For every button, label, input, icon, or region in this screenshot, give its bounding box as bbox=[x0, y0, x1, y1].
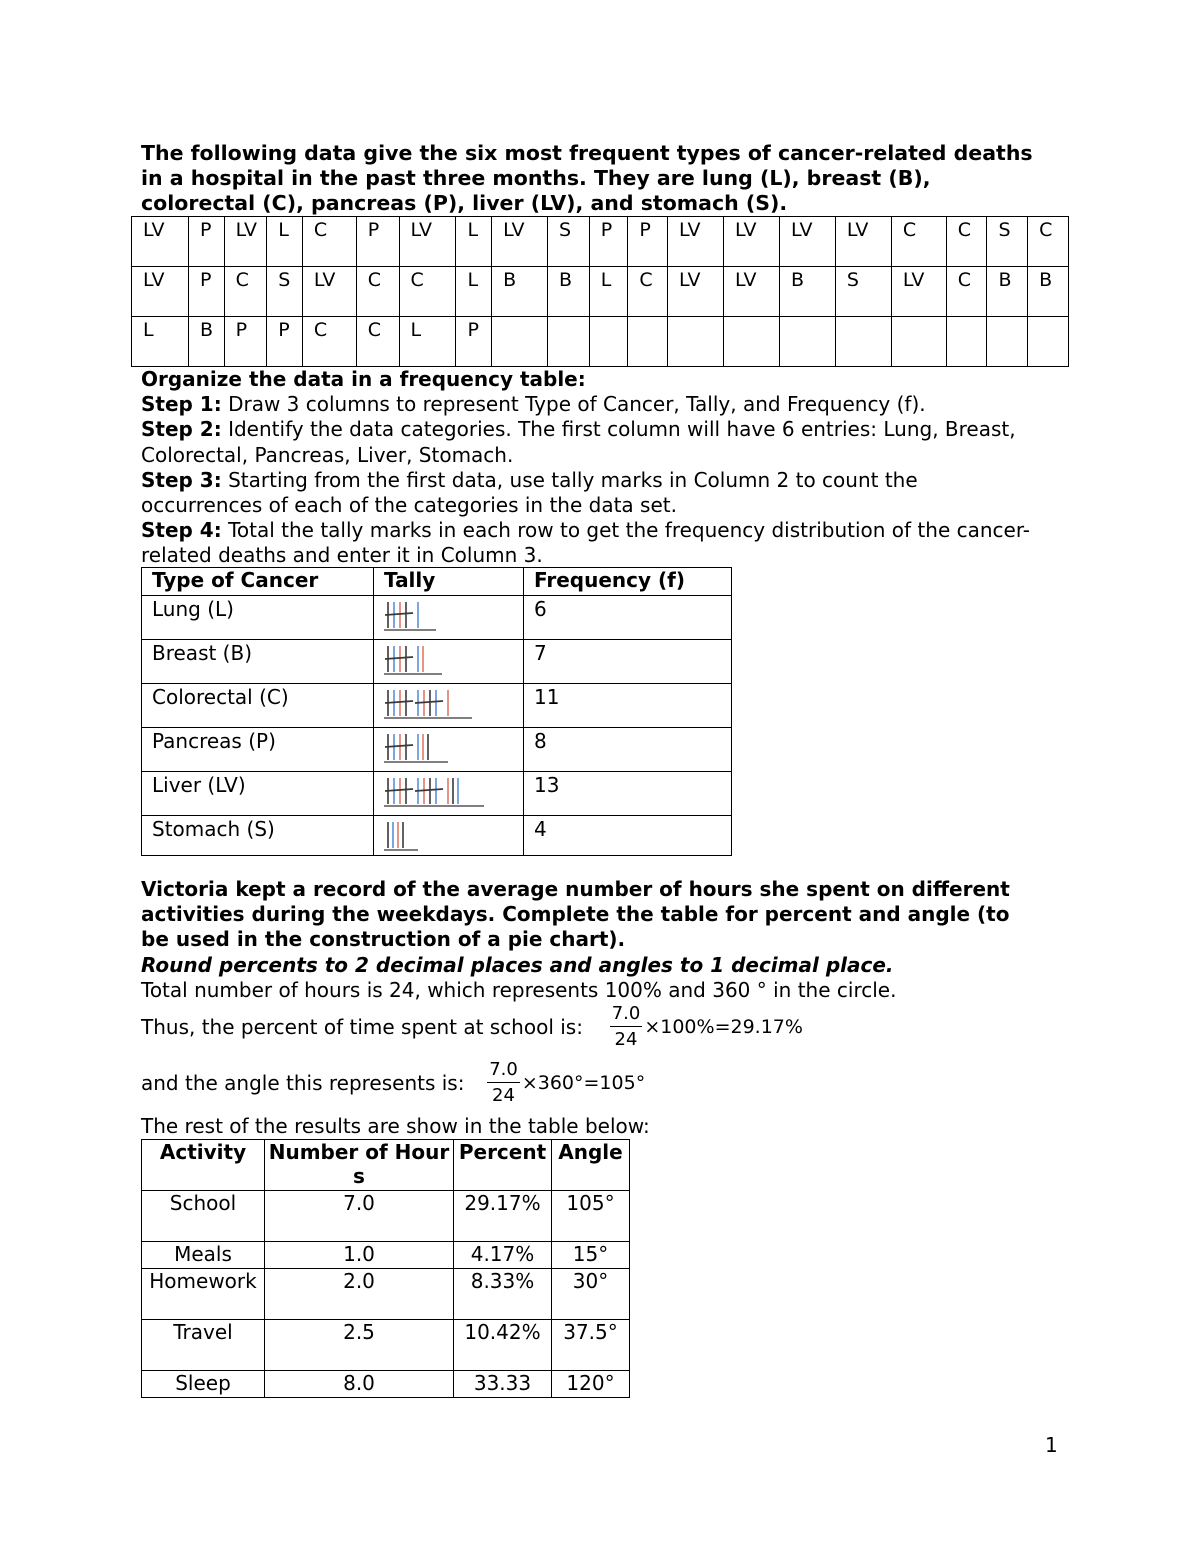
data-cell: LV bbox=[891, 267, 946, 317]
data-cell: L bbox=[399, 317, 456, 367]
activity-percent-cell: 33.33 bbox=[454, 1371, 552, 1398]
data-cell: LV bbox=[132, 217, 189, 267]
data-cell bbox=[835, 317, 891, 367]
data-cell: L bbox=[267, 217, 303, 267]
data-cell: LV bbox=[224, 217, 267, 267]
frequency-cell: 13 bbox=[524, 772, 732, 816]
frequency-table bbox=[141, 567, 732, 856]
data-cell: P bbox=[628, 217, 668, 267]
activity-hours-cell: 2.0 bbox=[265, 1269, 454, 1320]
data-cell: C bbox=[946, 217, 987, 267]
data-cell: S bbox=[548, 217, 590, 267]
frequency-table-header bbox=[142, 568, 732, 596]
percent-numerator: 7.0 bbox=[610, 1004, 643, 1027]
header-tally: Tally bbox=[374, 568, 524, 596]
angle-intro: and the angle this represents is: bbox=[141, 1071, 465, 1095]
frequency-row bbox=[142, 596, 732, 640]
frequency-row bbox=[142, 684, 732, 728]
activity-activity-cell: Homework bbox=[142, 1269, 265, 1320]
activity-hours-cell: 2.5 bbox=[265, 1320, 454, 1371]
data-cell: P bbox=[456, 317, 492, 367]
activity-activity-cell: Sleep bbox=[142, 1371, 265, 1398]
step-2-text: Identify the data categories. The first column will have 6 entries: Lung, Breast, Colorectal, Pancreas, Liver, Stomach. bbox=[141, 417, 1016, 467]
tally-marks-icon bbox=[384, 820, 418, 852]
instructions-block bbox=[141, 367, 1041, 569]
tally-strike bbox=[385, 613, 413, 615]
section2-heading: Victoria kept a record of the average number of hours she spent on different activities during the weekdays. Complete the table for percent and angle (to be used in the construction of a pie chart). bbox=[141, 877, 1010, 952]
activity-hours-cell: 7.0 bbox=[265, 1191, 454, 1242]
frequency-row bbox=[142, 816, 732, 856]
percent-equation bbox=[141, 1004, 803, 1050]
data-cell: L bbox=[456, 267, 492, 317]
activity-table bbox=[141, 1139, 630, 1398]
data-cell bbox=[724, 317, 780, 367]
header-hours: Number of Hours bbox=[265, 1140, 454, 1191]
activity-hours-cell: 8.0 bbox=[265, 1371, 454, 1398]
tally-marks-icon bbox=[384, 732, 448, 764]
activity-table-header bbox=[142, 1140, 630, 1191]
step-4 bbox=[141, 518, 1041, 568]
cancer-type-cell: Stomach (S) bbox=[142, 816, 374, 856]
tally-marks-icon bbox=[384, 776, 484, 808]
step-4-label: Step 4: bbox=[141, 518, 222, 543]
tally-cell bbox=[374, 640, 524, 684]
data-cell bbox=[891, 317, 946, 367]
tally-cell bbox=[374, 684, 524, 728]
data-cell: L bbox=[456, 217, 492, 267]
frequency-cell: 7 bbox=[524, 640, 732, 684]
data-cell bbox=[589, 317, 628, 367]
data-cell: B bbox=[188, 317, 224, 367]
raw-data-table bbox=[131, 216, 1069, 367]
frequency-row bbox=[142, 728, 732, 772]
cancer-type-cell: Colorectal (C) bbox=[142, 684, 374, 728]
header-percent: Percent bbox=[454, 1140, 552, 1191]
percent-result: ×100%=29.17% bbox=[644, 1016, 803, 1038]
data-cell: LV bbox=[835, 217, 891, 267]
data-cell: LV bbox=[668, 267, 724, 317]
activity-hours-cell: 1.0 bbox=[265, 1242, 454, 1269]
data-cell: L bbox=[132, 317, 189, 367]
activity-angle-cell: 37.5° bbox=[552, 1320, 630, 1371]
header-activity: Activity bbox=[142, 1140, 265, 1191]
data-cell: C bbox=[302, 317, 356, 367]
data-cell: P bbox=[224, 317, 267, 367]
data-cell: LV bbox=[779, 217, 835, 267]
data-cell bbox=[946, 317, 987, 367]
frequency-cell: 11 bbox=[524, 684, 732, 728]
data-cell: LV bbox=[399, 217, 456, 267]
percent-intro: Thus, the percent of time spent at school is: bbox=[141, 1015, 583, 1039]
data-cell: LV bbox=[668, 217, 724, 267]
frequency-cell: 4 bbox=[524, 816, 732, 856]
angle-denominator: 24 bbox=[492, 1085, 515, 1106]
tally-cell bbox=[374, 728, 524, 772]
activity-percent-cell: 29.17% bbox=[454, 1191, 552, 1242]
tally-cell bbox=[374, 816, 524, 856]
activity-activity-cell: Travel bbox=[142, 1320, 265, 1371]
activity-percent-cell: 10.42% bbox=[454, 1320, 552, 1371]
activity-percent-cell: 4.17% bbox=[454, 1242, 552, 1269]
data-cell: B bbox=[779, 267, 835, 317]
data-cell: LV bbox=[724, 217, 780, 267]
activity-angle-cell: 15° bbox=[552, 1242, 630, 1269]
data-cell: C bbox=[628, 267, 668, 317]
data-cell: LV bbox=[724, 267, 780, 317]
data-cell bbox=[492, 317, 548, 367]
step-3 bbox=[141, 468, 1041, 518]
data-cell: C bbox=[1028, 217, 1069, 267]
intro-paragraph: The following data give the six most frequent types of cancer-related deaths in a hospital in the past three months. They are lung (L), breast (B), colorectal (C), pancreas (P), liver (LV), and stomach (S). bbox=[141, 141, 1033, 215]
data-cell: P bbox=[589, 217, 628, 267]
frequency-cell: 6 bbox=[524, 596, 732, 640]
step-4-text: Total the tally marks in each row to get the frequency distribution of the cancer-related deaths and enter it in Column 3. bbox=[141, 518, 1030, 568]
data-cell bbox=[1028, 317, 1069, 367]
activity-row bbox=[142, 1269, 630, 1320]
step-3-text: Starting from the first data, use tally marks in Column 2 to count the occurrences of each of the categories in the data set. bbox=[141, 467, 918, 518]
data-cell: P bbox=[356, 217, 399, 267]
tally-strike bbox=[415, 789, 443, 791]
frequency-row bbox=[142, 640, 732, 684]
cancer-type-cell: Breast (B) bbox=[142, 640, 374, 684]
data-cell: C bbox=[399, 267, 456, 317]
angle-equation bbox=[141, 1060, 645, 1106]
data-cell: B bbox=[492, 267, 548, 317]
activity-angle-cell: 30° bbox=[552, 1269, 630, 1320]
page-number: 1 bbox=[1045, 1433, 1058, 1457]
activity-row bbox=[142, 1242, 630, 1269]
step-1-text: Draw 3 columns to represent Type of Cancer, Tally, and Frequency (f). bbox=[221, 392, 926, 417]
data-cell bbox=[987, 317, 1028, 367]
data-cell: B bbox=[548, 267, 590, 317]
activity-row bbox=[142, 1191, 630, 1242]
header-frequency: Frequency (f) bbox=[524, 568, 732, 596]
activity-activity-cell: Meals bbox=[142, 1242, 265, 1269]
total-hours-line: Total number of hours is 24, which represents 100% and 360 ° in the circle. bbox=[141, 977, 897, 1002]
data-cell: S bbox=[835, 267, 891, 317]
step-1 bbox=[141, 392, 1041, 417]
data-cell bbox=[628, 317, 668, 367]
data-cell: S bbox=[267, 267, 303, 317]
data-row bbox=[132, 267, 1069, 317]
activity-row bbox=[142, 1371, 630, 1398]
data-cell: P bbox=[188, 267, 224, 317]
tally-marks-icon bbox=[384, 644, 442, 676]
percent-fraction bbox=[610, 1004, 643, 1050]
activity-activity-cell: School bbox=[142, 1191, 265, 1242]
step-1-label: Step 1: bbox=[141, 392, 222, 417]
data-cell: C bbox=[302, 217, 356, 267]
tally-strike bbox=[415, 701, 443, 703]
data-cell: LV bbox=[132, 267, 189, 317]
tally-strike bbox=[385, 745, 413, 747]
rounding-instruction: Round percents to 2 decimal places and angles to 1 decimal place. bbox=[141, 952, 894, 977]
data-cell bbox=[779, 317, 835, 367]
angle-result: ×360°=105° bbox=[521, 1072, 646, 1094]
frequency-row bbox=[142, 772, 732, 816]
data-cell: L bbox=[589, 267, 628, 317]
results-intro-line: The rest of the results are show in the table below: bbox=[141, 1114, 650, 1138]
angle-fraction bbox=[487, 1060, 520, 1106]
data-cell: C bbox=[356, 317, 399, 367]
frequency-cell: 8 bbox=[524, 728, 732, 772]
tally-strike bbox=[385, 657, 413, 659]
data-cell: C bbox=[891, 217, 946, 267]
activity-percent-cell: 8.33% bbox=[454, 1269, 552, 1320]
activity-angle-cell: 120° bbox=[552, 1371, 630, 1398]
tally-marks-icon bbox=[384, 688, 472, 720]
activity-angle-cell: 105° bbox=[552, 1191, 630, 1242]
tally-cell bbox=[374, 772, 524, 816]
data-cell: B bbox=[1028, 267, 1069, 317]
tally-cell bbox=[374, 596, 524, 640]
step-2-label: Step 2: bbox=[141, 417, 222, 442]
data-cell: C bbox=[946, 267, 987, 317]
data-cell bbox=[668, 317, 724, 367]
cancer-type-cell: Lung (L) bbox=[142, 596, 374, 640]
data-cell: S bbox=[987, 217, 1028, 267]
step-2 bbox=[141, 417, 1041, 467]
data-cell: P bbox=[188, 217, 224, 267]
header-type: Type of Cancer bbox=[142, 568, 374, 596]
percent-denominator: 24 bbox=[614, 1029, 638, 1050]
tally-strike bbox=[385, 789, 413, 791]
data-cell bbox=[548, 317, 590, 367]
step-3-label: Step 3: bbox=[141, 467, 222, 492]
steps-heading: Organize the data in a frequency table: bbox=[141, 367, 586, 391]
cancer-type-cell: Liver (LV) bbox=[142, 772, 374, 816]
header-angle: Angle bbox=[552, 1140, 630, 1191]
activity-row bbox=[142, 1320, 630, 1371]
tally-marks-icon bbox=[384, 600, 436, 632]
data-cell: P bbox=[267, 317, 303, 367]
data-row bbox=[132, 317, 1069, 367]
data-cell: B bbox=[987, 267, 1028, 317]
data-cell: C bbox=[224, 267, 267, 317]
tally-strike bbox=[385, 701, 413, 703]
data-row bbox=[132, 217, 1069, 267]
data-cell: LV bbox=[302, 267, 356, 317]
data-cell: LV bbox=[492, 217, 548, 267]
data-cell: C bbox=[356, 267, 399, 317]
pie-chart-section bbox=[141, 877, 1041, 1003]
cancer-type-cell: Pancreas (P) bbox=[142, 728, 374, 772]
angle-numerator: 7.0 bbox=[487, 1060, 520, 1083]
